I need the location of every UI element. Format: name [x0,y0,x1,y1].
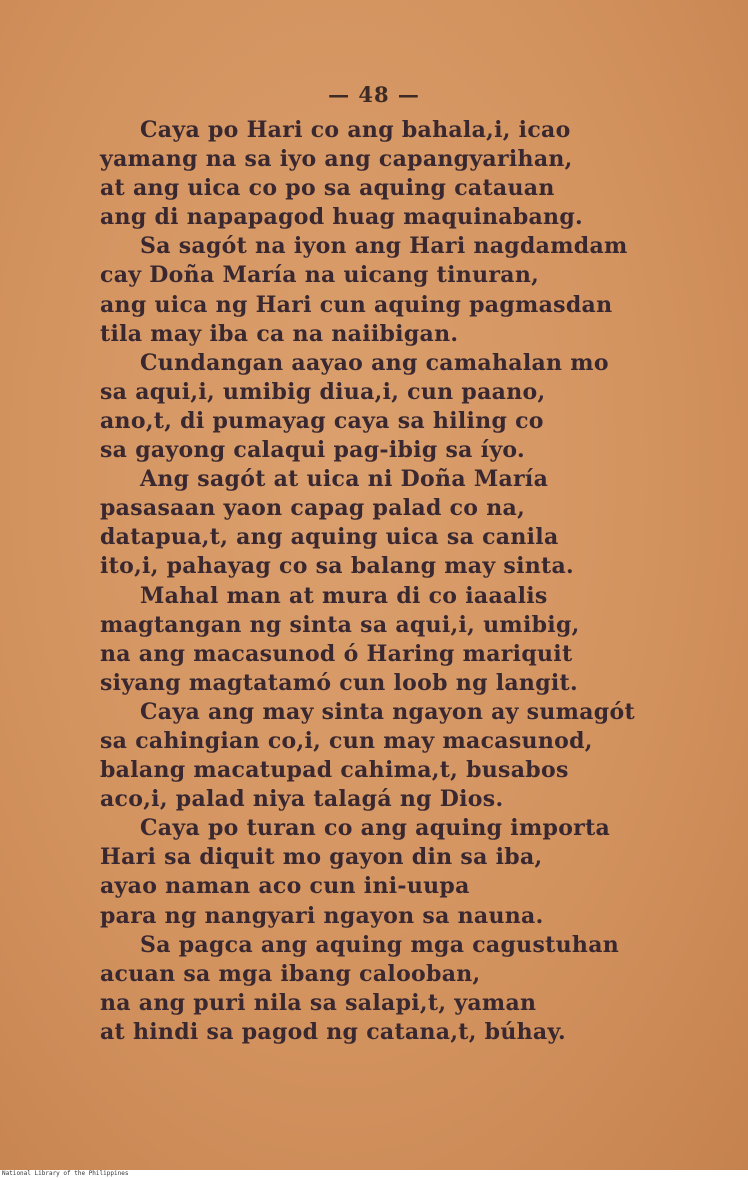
verse-line: Hari sa diquit mo gayon din sa iba, [100,844,543,871]
verse-line: Sa sagót na iyon ang Hari nagdamdam [140,233,628,260]
stanza [100,349,700,465]
verse-line: para ng nangyari ngayon sa nauna. [100,902,544,929]
verse-line: acuan sa mga ibang calooban, [100,960,481,987]
verse-line: sa cahingian co,i, cun may macasunod, [100,727,593,754]
verse-line: Caya po Hari co ang bahala,i, icao [140,117,571,143]
verse-line: aco,i, palad niya talagá ng Dios. [100,786,504,813]
verse-line: ano,t, di pumayag caya sa hiling co [100,407,544,434]
stanza [100,582,700,698]
verse-line: ang di napapagod huag maquinabang. [100,204,583,231]
library-credit: National Library of the Philippines [2,1170,129,1177]
verse-line: at ang uica co po sa aquing catauan [100,175,555,202]
stanza [100,931,700,1047]
verse-line: Caya po turan co ang aquing importa [140,815,611,842]
verse-line: datapua,t, ang aquing uica sa canila [100,524,559,551]
verse-line: balang macatupad cahima,t, busabos [100,757,569,784]
stanza [100,814,700,930]
verse-line: Sa pagca ang aquing mga cagustuhan [140,931,620,958]
stanza [100,116,700,232]
verse-line: sa gayong calaqui pag-ibig sa íyo. [100,437,525,464]
stanza [100,698,700,814]
verse-line: ito,i, pahayag co sa balang may sinta. [100,553,575,580]
verse-line: sa aqui,i, umibig diua,i, cun paano, [100,378,546,405]
verse-line: Caya ang may sinta ngayon ay sumagót [140,698,635,725]
verse-line: Mahal man at mura di co iaaalis [140,582,548,609]
poem-text [100,116,700,1047]
stanza [100,232,700,348]
stanza [100,465,700,581]
verse-line: tila may iba ca na naiibigan. [100,320,459,347]
verse-line: yamang na sa iyo ang capangyarihan, [100,146,573,173]
verse-line: pasasaan yaon capag palad co na, [100,495,526,522]
page-number: — 48 — [328,82,420,107]
verse-line: Ang sagót at uica ni Doña María [140,466,549,493]
verse-line: na ang puri nila sa salapi,t, yaman [100,989,537,1016]
verse-line: magtangan ng sinta sa aqui,i, umibig, [100,611,580,638]
verse-line: ang uica ng Hari cun aquing pagmasdan [100,291,613,318]
verse-line: siyang magtatamó cun loob ng langit. [100,669,578,696]
verse-line: cay Doña María na uicang tinuran, [100,262,540,289]
verse-line: na ang macasunod ó Haring mariquit [100,640,573,667]
footer-strip [0,1170,748,1178]
verse-line: at hindi sa pagod ng catana,t, búhay. [100,1018,566,1045]
verse-line: ayao naman aco cun ini-uupa [100,873,470,900]
verse-line: Cundangan aayao ang camahalan mo [140,349,609,376]
